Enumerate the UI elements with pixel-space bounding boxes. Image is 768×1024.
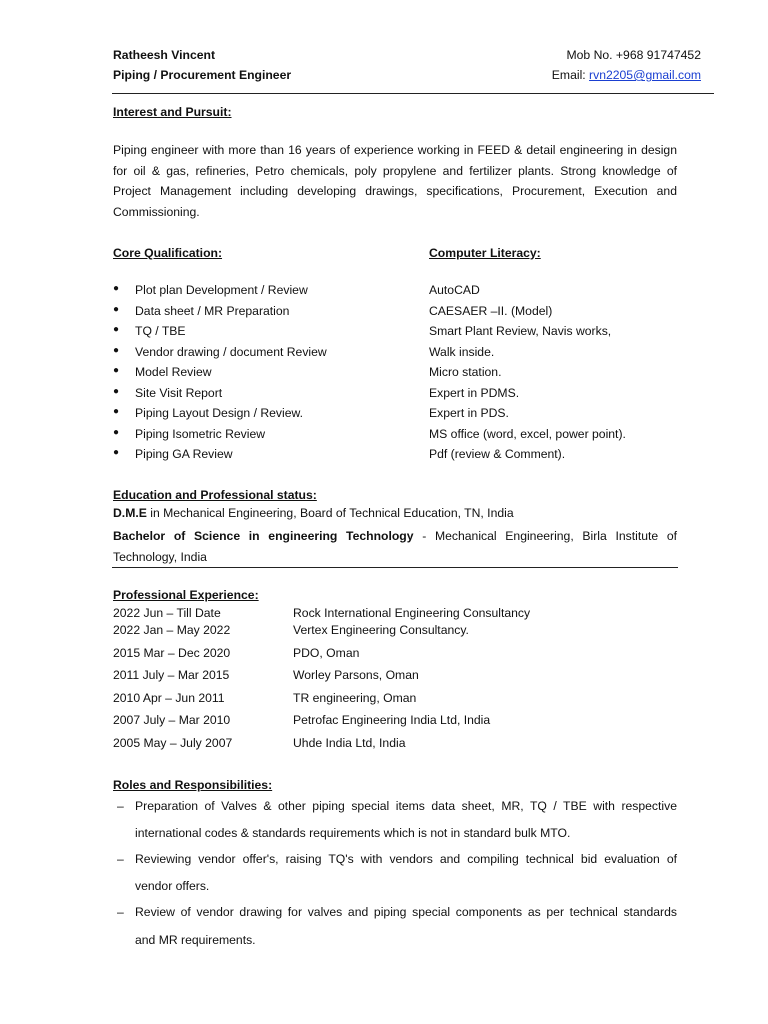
email-link[interactable]: rvn2205@gmail.com [589, 68, 701, 82]
list-item: MS office (word, excel, power point). [429, 426, 626, 441]
core-qualification-heading: Core Qualification: [113, 246, 223, 260]
experience-company: Uhde India Ltd, India [293, 735, 406, 750]
bullet-icon: ● [113, 283, 120, 294]
candidate-name: Ratheesh Vincent [113, 48, 216, 62]
list-item: Pdf (review & Comment). [429, 447, 566, 461]
email-line [552, 68, 701, 82]
experience-company: Rock International Engineering Consultancy [293, 606, 531, 620]
education-bsc: Bachelor of Science in engineering Technology - Mechanical Engineering, Birla Institute of Technology, India [113, 529, 677, 564]
interest-heading: Interest and Pursuit: [113, 105, 232, 119]
email-label: Email: [551, 68, 590, 82]
role-line: vendor offers. [135, 879, 210, 893]
list-item: Expert in PDMS. [429, 385, 520, 400]
list-item: Smart Plant Review, Navis works, [429, 324, 612, 338]
bullet-icon: ● [113, 365, 120, 376]
role-line: international codes & standards requirements which is not in standard bulk MTO. [135, 826, 571, 840]
experience-period: 2011 July – Mar 2015 [113, 668, 230, 682]
list-item: Micro station. [429, 365, 502, 379]
dash-icon: – [117, 905, 124, 919]
interest-text: Piping engineer with more than 16 years of experience working in FEED & detail engineering in design for oil & gas, refineries, Petro chemicals, poly propylene and fertilizer plants. Strong knowledge of Project Management including developing drawings, specifications, Procurement, Execution and Commissioning. [113, 143, 677, 219]
dash-icon: – [117, 852, 124, 866]
bullet-icon: ● [113, 303, 120, 315]
experience-period: 2005 May – July 2007 [113, 735, 233, 750]
role-line: Reviewing vendor offer's, raising TQ's with vendors and compiling technical bid evaluation of [135, 852, 677, 866]
header-divider [112, 93, 714, 94]
experience-period: 2015 Mar – Dec 2020 [113, 645, 231, 660]
education-divider [112, 567, 678, 568]
bullet-icon: ● [113, 426, 120, 438]
bullet-icon: ● [113, 324, 120, 335]
experience-company: Worley Parsons, Oman [293, 668, 419, 682]
job-title: Piping / Procurement Engineer [113, 68, 292, 82]
bullet-icon: ● [113, 406, 120, 417]
experience-period: 2010 Apr – Jun 2011 [113, 690, 225, 705]
experience-period: 2007 July – Mar 2010 [113, 713, 231, 727]
experience-company: PDO, Oman [293, 645, 360, 660]
experience-period: 2022 Jun – Till Date [113, 606, 221, 620]
list-item: AutoCAD [429, 283, 480, 297]
roles-heading: Roles and Responsibilities: [113, 778, 273, 792]
bullet-icon: ● [113, 385, 120, 397]
list-item: CAESAER –II. (Model) [429, 303, 553, 318]
dash-icon: – [117, 799, 124, 813]
experience-company: Vertex Engineering Consultancy. [293, 623, 469, 637]
role-line: Review of vendor drawing for valves and piping special components as per technical standards [135, 905, 677, 919]
computer-literacy-heading: Computer Literacy: [429, 246, 541, 260]
bullet-icon: ● [113, 447, 120, 458]
role-line: and MR requirements. [135, 933, 256, 947]
education-heading: Education and Professional status: [113, 488, 317, 502]
experience-company: TR engineering, Oman [293, 690, 417, 705]
experience-heading: Professional Experience: [113, 588, 259, 602]
list-item: Walk inside. [429, 344, 495, 359]
role-line: Preparation of Valves & other piping special items data sheet, MR, TQ / TBE with respective [135, 799, 677, 813]
bullet-icon: ● [113, 344, 120, 356]
experience-company: Petrofac Engineering India Ltd, India [293, 713, 491, 727]
experience-period: 2022 Jan – May 2022 [113, 623, 231, 637]
mobile-number: Mob No. +968 91747452 [566, 48, 701, 62]
education-dme: D.M.E in Mechanical Engineering, Board of Technical Education, TN, India [113, 506, 514, 520]
list-item: Expert in PDS. [429, 406, 509, 420]
